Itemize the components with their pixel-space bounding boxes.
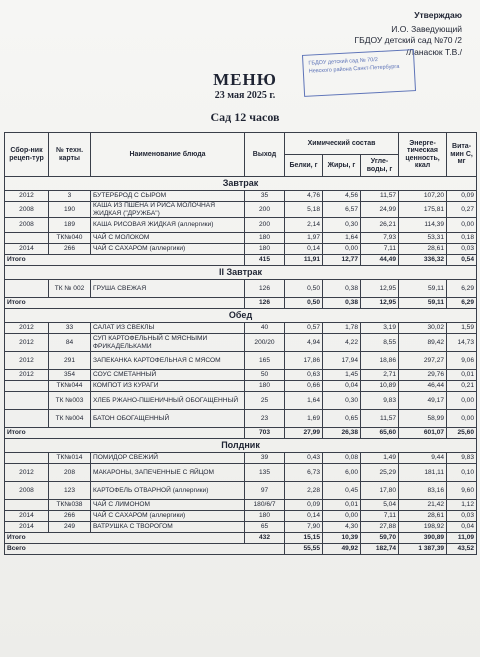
- cell-protein: 0,14: [285, 244, 323, 255]
- table-row: [5, 410, 477, 428]
- cell-fat: 17,94: [323, 352, 361, 370]
- cell-recipe: [5, 500, 49, 511]
- total-output: 126: [245, 298, 285, 309]
- cell-fat: 4,56: [323, 191, 361, 202]
- cell-carb: 17,80: [361, 482, 399, 500]
- total-row: [5, 298, 477, 309]
- cell-energy: 30,02: [399, 323, 447, 334]
- cell-fat: 1,78: [323, 323, 361, 334]
- total-carb: 59,70: [361, 533, 399, 544]
- cell-protein: 17,86: [285, 352, 323, 370]
- cell-output: 39: [245, 453, 285, 464]
- cell-dish: ПОМИДОР СВЕЖИЙ: [91, 453, 245, 464]
- total-row: [5, 255, 477, 266]
- cell-vitamin: 1,12: [447, 500, 477, 511]
- total-vitamin: 25,60: [447, 428, 477, 439]
- grand-total-vitamin: 43,52: [447, 544, 477, 555]
- section-row: [5, 177, 477, 191]
- cell-dish: ЗАПЕКАНКА КАРТОФЕЛЬНАЯ С МЯСОМ: [91, 352, 245, 370]
- cell-card: 208: [49, 464, 91, 482]
- cell-fat: 0,30: [323, 218, 361, 233]
- cell-energy: 49,17: [399, 392, 447, 410]
- stamp-line-1: ГБДОУ детский сад № 70/2: [308, 56, 379, 67]
- cell-fat: 0,00: [323, 511, 361, 522]
- cell-recipe: 2012: [5, 323, 49, 334]
- cell-protein: 6,73: [285, 464, 323, 482]
- cell-carb: 2,71: [361, 370, 399, 381]
- cell-protein: 2,14: [285, 218, 323, 233]
- grand-total-protein: 55,55: [285, 544, 323, 555]
- cell-output: 40: [245, 323, 285, 334]
- table-row: [5, 202, 477, 218]
- cell-vitamin: 0,03: [447, 244, 477, 255]
- cell-recipe: [5, 233, 49, 244]
- cell-card: 291: [49, 352, 91, 370]
- cell-carb: 25,29: [361, 464, 399, 482]
- total-carb: 12,95: [361, 298, 399, 309]
- total-fat: 0,38: [323, 298, 361, 309]
- section-title: Полдник: [5, 439, 477, 453]
- table-row: [5, 352, 477, 370]
- cell-protein: 1,64: [285, 392, 323, 410]
- total-vitamin: 11,09: [447, 533, 477, 544]
- section-row: [5, 439, 477, 453]
- cell-card: 354: [49, 370, 91, 381]
- cell-carb: 12,95: [361, 280, 399, 298]
- cell-carb: 27,88: [361, 522, 399, 533]
- cell-vitamin: 0,00: [447, 410, 477, 428]
- total-fat: 10,39: [323, 533, 361, 544]
- cell-vitamin: 0,27: [447, 202, 477, 218]
- cell-recipe: 2008: [5, 482, 49, 500]
- cell-protein: 1,69: [285, 410, 323, 428]
- total-output: 703: [245, 428, 285, 439]
- table-row: [5, 381, 477, 392]
- approval-line-3: /Ланасюк Т.В./: [406, 46, 462, 57]
- total-vitamin: 0,54: [447, 255, 477, 266]
- table-row: [5, 511, 477, 522]
- total-energy: 390,89: [399, 533, 447, 544]
- cell-dish: БУТЕРБРОД С СЫРОМ: [91, 191, 245, 202]
- header-carb: Угле-воды, г: [361, 155, 399, 177]
- table-row: [5, 464, 477, 482]
- header-chem: Химический состав: [285, 133, 399, 155]
- cell-vitamin: 0,00: [447, 392, 477, 410]
- cell-energy: 53,31: [399, 233, 447, 244]
- cell-vitamin: 0,09: [447, 191, 477, 202]
- table-row: [5, 244, 477, 255]
- cell-vitamin: 0,18: [447, 233, 477, 244]
- cell-recipe: 2014: [5, 522, 49, 533]
- cell-carb: 24,99: [361, 202, 399, 218]
- cell-carb: 9,83: [361, 392, 399, 410]
- header-card: № техн. карты: [49, 133, 91, 177]
- cell-output: 200: [245, 218, 285, 233]
- cell-card: ТК №004: [49, 410, 91, 428]
- cell-carb: 7,11: [361, 244, 399, 255]
- cell-fat: 1,64: [323, 233, 361, 244]
- table-row: [5, 522, 477, 533]
- cell-protein: 0,09: [285, 500, 323, 511]
- cell-energy: 83,16: [399, 482, 447, 500]
- cell-fat: 6,57: [323, 202, 361, 218]
- section-title: Обед: [5, 309, 477, 323]
- table-row: [5, 500, 477, 511]
- cell-dish: ВАТРУШКА С ТВОРОГОМ: [91, 522, 245, 533]
- cell-recipe: 2008: [5, 218, 49, 233]
- cell-protein: 0,43: [285, 453, 323, 464]
- cell-energy: 46,44: [399, 381, 447, 392]
- cell-output: 180: [245, 233, 285, 244]
- cell-fat: 0,00: [323, 244, 361, 255]
- cell-output: 200: [245, 202, 285, 218]
- table-row: [5, 323, 477, 334]
- total-output: 432: [245, 533, 285, 544]
- cell-recipe: 2012: [5, 464, 49, 482]
- cell-output: 165: [245, 352, 285, 370]
- cell-card: ТК№040: [49, 233, 91, 244]
- cell-recipe: 2012: [5, 191, 49, 202]
- cell-protein: 4,94: [285, 334, 323, 352]
- cell-dish: ХЛЕБ РЖАНО-ПШЕНИЧНЫЙ ОБОГАЩЕННЫЙ: [91, 392, 245, 410]
- cell-output: 25: [245, 392, 285, 410]
- cell-energy: 107,20: [399, 191, 447, 202]
- cell-protein: 0,66: [285, 381, 323, 392]
- menu-subtitle: Сад 12 часов: [210, 110, 280, 124]
- header-fat: Жиры, г: [323, 155, 361, 177]
- cell-dish: СУП КАРТОФЕЛЬНЫЙ С МЯСНЫМИ ФРИКАДЕЛЬКАМИ: [91, 334, 245, 352]
- cell-output: 35: [245, 191, 285, 202]
- cell-dish: КАРТОФЕЛЬ ОТВАРНОЙ (аллергики): [91, 482, 245, 500]
- cell-energy: 181,11: [399, 464, 447, 482]
- cell-carb: 8,55: [361, 334, 399, 352]
- cell-recipe: 2008: [5, 202, 49, 218]
- cell-vitamin: 0,04: [447, 522, 477, 533]
- cell-vitamin: 14,73: [447, 334, 477, 352]
- cell-fat: 1,45: [323, 370, 361, 381]
- cell-card: ТК№044: [49, 381, 91, 392]
- cell-recipe: [5, 453, 49, 464]
- cell-vitamin: 9,60: [447, 482, 477, 500]
- cell-energy: 59,11: [399, 280, 447, 298]
- cell-vitamin: 1,59: [447, 323, 477, 334]
- cell-card: 266: [49, 511, 91, 522]
- section-row: [5, 266, 477, 280]
- cell-card: 190: [49, 202, 91, 218]
- cell-protein: 0,50: [285, 280, 323, 298]
- cell-energy: 175,81: [399, 202, 447, 218]
- cell-card: 123: [49, 482, 91, 500]
- cell-energy: 89,42: [399, 334, 447, 352]
- total-protein: 11,91: [285, 255, 323, 266]
- cell-fat: 0,65: [323, 410, 361, 428]
- cell-card: 3: [49, 191, 91, 202]
- header-dish: Наименование блюда: [91, 133, 245, 177]
- section-title: Завтрак: [5, 177, 477, 191]
- cell-carb: 7,11: [361, 511, 399, 522]
- cell-carb: 10,89: [361, 381, 399, 392]
- header-energy: Энерге-тическая ценность, ккал: [399, 133, 447, 177]
- total-carb: 44,49: [361, 255, 399, 266]
- cell-fat: 6,00: [323, 464, 361, 482]
- menu-body: [5, 177, 477, 555]
- total-output: 415: [245, 255, 285, 266]
- cell-card: ТК №003: [49, 392, 91, 410]
- cell-dish: КАША ИЗ ПШЕНА И РИСА МОЛОЧНАЯ ЖИДКАЯ ("ДРУЖБА"): [91, 202, 245, 218]
- cell-recipe: 2012: [5, 352, 49, 370]
- menu-date: 23 мая 2025 г.: [214, 90, 276, 101]
- cell-energy: 58,99: [399, 410, 447, 428]
- approval-line-1: И.О. Заведующий: [391, 23, 462, 34]
- cell-vitamin: 0,01: [447, 370, 477, 381]
- total-fat: 12,77: [323, 255, 361, 266]
- header-recipe: Сбор-ник рецеп-тур: [5, 133, 49, 177]
- cell-fat: 0,45: [323, 482, 361, 500]
- table-row: [5, 482, 477, 500]
- table-row: [5, 334, 477, 352]
- cell-vitamin: 0,21: [447, 381, 477, 392]
- total-protein: 0,50: [285, 298, 323, 309]
- cell-vitamin: 0,10: [447, 464, 477, 482]
- grand-total-row: [5, 544, 477, 555]
- cell-recipe: 2012: [5, 334, 49, 352]
- cell-energy: 21,42: [399, 500, 447, 511]
- cell-output: 180: [245, 244, 285, 255]
- cell-dish: ЧАЙ С МОЛОКОМ: [91, 233, 245, 244]
- cell-fat: 0,01: [323, 500, 361, 511]
- cell-dish: КАША РИСОВАЯ ЖИДКАЯ (аллергики): [91, 218, 245, 233]
- cell-recipe: 2012: [5, 370, 49, 381]
- menu-table: [4, 132, 477, 555]
- cell-protein: 7,90: [285, 522, 323, 533]
- cell-protein: 0,57: [285, 323, 323, 334]
- cell-dish: ЧАЙ С САХАРОМ (аллергики): [91, 244, 245, 255]
- table-row: [5, 218, 477, 233]
- table-row: [5, 370, 477, 381]
- cell-vitamin: 0,00: [447, 218, 477, 233]
- total-carb: 65,60: [361, 428, 399, 439]
- cell-output: 65: [245, 522, 285, 533]
- cell-output: 97: [245, 482, 285, 500]
- cell-output: 180: [245, 381, 285, 392]
- cell-card: 84: [49, 334, 91, 352]
- table-row: [5, 233, 477, 244]
- cell-fat: 4,30: [323, 522, 361, 533]
- total-protein: 15,15: [285, 533, 323, 544]
- cell-dish: ЧАЙ С ЛИМОНОМ: [91, 500, 245, 511]
- total-energy: 336,32: [399, 255, 447, 266]
- cell-output: 180: [245, 511, 285, 522]
- approval-line-2: ГБДОУ детский сад №70 /2: [354, 35, 462, 45]
- cell-carb: 18,86: [361, 352, 399, 370]
- section-title: II Завтрак: [5, 266, 477, 280]
- cell-protein: 1,97: [285, 233, 323, 244]
- header-protein: Белки, г: [285, 155, 323, 177]
- cell-output: 135: [245, 464, 285, 482]
- total-energy: 601,07: [399, 428, 447, 439]
- cell-carb: 1,49: [361, 453, 399, 464]
- cell-energy: 28,61: [399, 244, 447, 255]
- cell-card: 33: [49, 323, 91, 334]
- total-label: Итого: [5, 428, 245, 439]
- total-row: [5, 428, 477, 439]
- cell-dish: КОМПОТ ИЗ КУРАГИ: [91, 381, 245, 392]
- cell-card: 189: [49, 218, 91, 233]
- cell-dish: ГРУША СВЕЖАЯ: [91, 280, 245, 298]
- section-row: [5, 309, 477, 323]
- grand-total-label: Всего: [5, 544, 285, 555]
- cell-fat: 0,08: [323, 453, 361, 464]
- cell-vitamin: 0,03: [447, 511, 477, 522]
- cell-recipe: [5, 381, 49, 392]
- cell-dish: ЧАЙ С САХАРОМ (аллергики): [91, 511, 245, 522]
- cell-output: 23: [245, 410, 285, 428]
- total-label: Итого: [5, 255, 245, 266]
- cell-carb: 5,04: [361, 500, 399, 511]
- cell-protein: 5,18: [285, 202, 323, 218]
- table-row: [5, 392, 477, 410]
- cell-card: 249: [49, 522, 91, 533]
- cell-protein: 2,28: [285, 482, 323, 500]
- cell-energy: 29,76: [399, 370, 447, 381]
- cell-recipe: 2014: [5, 244, 49, 255]
- cell-dish: БАТОН ОБОГАЩЕННЫЙ: [91, 410, 245, 428]
- cell-vitamin: 9,06: [447, 352, 477, 370]
- cell-dish: САЛАТ ИЗ СВЕКЛЫ: [91, 323, 245, 334]
- cell-energy: 198,92: [399, 522, 447, 533]
- table-row: [5, 453, 477, 464]
- cell-vitamin: 6,29: [447, 280, 477, 298]
- cell-fat: 0,04: [323, 381, 361, 392]
- table-row: [5, 280, 477, 298]
- cell-carb: 3,19: [361, 323, 399, 334]
- cell-energy: 9,44: [399, 453, 447, 464]
- cell-card: ТК № 002: [49, 280, 91, 298]
- cell-output: 200/20: [245, 334, 285, 352]
- cell-dish: МАКАРОНЫ, ЗАПЕЧЕННЫЕ С ЯЙЦОМ: [91, 464, 245, 482]
- header-output: Выход: [245, 133, 285, 177]
- cell-energy: 297,27: [399, 352, 447, 370]
- cell-recipe: [5, 280, 49, 298]
- cell-protein: 0,63: [285, 370, 323, 381]
- grand-total-carb: 182,74: [361, 544, 399, 555]
- cell-carb: 11,57: [361, 410, 399, 428]
- cell-carb: 11,57: [361, 191, 399, 202]
- total-energy: 59,11: [399, 298, 447, 309]
- total-label: Итого: [5, 533, 245, 544]
- cell-carb: 7,93: [361, 233, 399, 244]
- cell-output: 50: [245, 370, 285, 381]
- cell-output: 180/6/7: [245, 500, 285, 511]
- approval-heading: Утверждаю: [414, 10, 462, 20]
- grand-total-energy: 1 387,39: [399, 544, 447, 555]
- total-row: [5, 533, 477, 544]
- total-protein: 27,99: [285, 428, 323, 439]
- cell-recipe: [5, 392, 49, 410]
- stamp-line-2: Невского района Санкт-Петербурга: [308, 63, 400, 75]
- cell-output: 126: [245, 280, 285, 298]
- cell-card: ТК№014: [49, 453, 91, 464]
- total-label: Итого: [5, 298, 245, 309]
- total-fat: 26,38: [323, 428, 361, 439]
- cell-recipe: [5, 410, 49, 428]
- cell-card: ТК№038: [49, 500, 91, 511]
- cell-energy: 114,39: [399, 218, 447, 233]
- cell-protein: 0,14: [285, 511, 323, 522]
- cell-fat: 0,38: [323, 280, 361, 298]
- total-vitamin: 6,29: [447, 298, 477, 309]
- grand-total-fat: 49,92: [323, 544, 361, 555]
- cell-carb: 26,21: [361, 218, 399, 233]
- cell-card: 266: [49, 244, 91, 255]
- cell-fat: 4,22: [323, 334, 361, 352]
- header-vitamin: Вита-мин С, мг: [447, 133, 477, 177]
- table-row: [5, 191, 477, 202]
- cell-energy: 28,61: [399, 511, 447, 522]
- cell-protein: 4,76: [285, 191, 323, 202]
- cell-recipe: 2014: [5, 511, 49, 522]
- cell-fat: 0,30: [323, 392, 361, 410]
- cell-vitamin: 9,83: [447, 453, 477, 464]
- cell-dish: СОУС СМЕТАННЫЙ: [91, 370, 245, 381]
- page-title: МЕНЮ: [213, 70, 277, 89]
